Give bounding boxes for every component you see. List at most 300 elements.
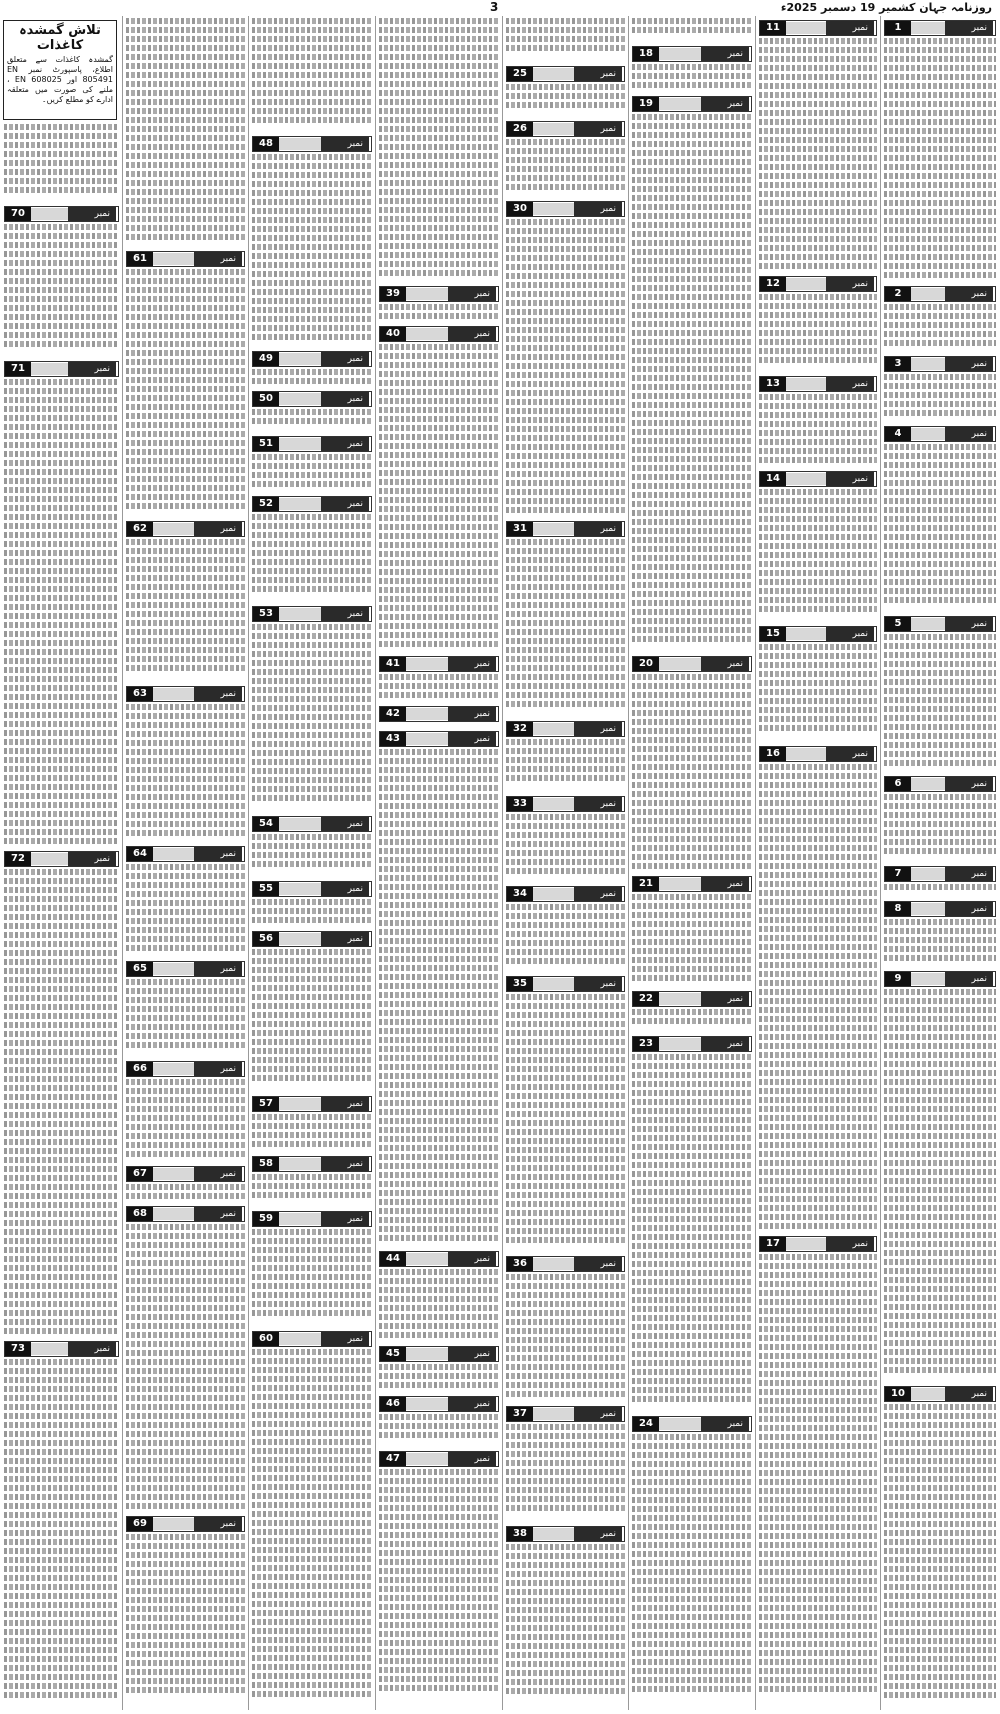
article-text: [884, 374, 996, 419]
news-item-header: [252, 351, 372, 367]
item-number: 71: [5, 362, 31, 376]
item-label: نمبر: [474, 1399, 490, 1409]
article-text: [506, 1274, 625, 1400]
item-number: 8: [885, 902, 911, 916]
article-text: [759, 764, 877, 1232]
news-item-header: [126, 1061, 245, 1077]
news-column-8: [2, 16, 121, 1710]
news-column-4: [504, 16, 627, 1710]
item-number: 30: [507, 202, 533, 216]
article-text: [126, 269, 245, 512]
news-item-header: [4, 206, 119, 222]
label-tag: [448, 1397, 496, 1411]
article-text: [884, 919, 996, 964]
item-label: نمبر: [94, 854, 110, 864]
missing-documents-notice: [3, 20, 117, 120]
article-text: [632, 64, 752, 91]
item-number: 52: [253, 497, 279, 511]
item-number: 70: [5, 207, 31, 221]
item-label: نمبر: [220, 849, 236, 859]
item-number: 37: [507, 1407, 533, 1421]
label-tag: [701, 97, 749, 111]
article-text: [632, 1054, 752, 1405]
label-tag: [448, 732, 496, 746]
item-number: 42: [380, 707, 406, 721]
news-item-header: [252, 1096, 372, 1112]
item-number: 55: [253, 882, 279, 896]
article-text: [126, 1079, 245, 1160]
news-item-header: [379, 731, 499, 747]
article-text: [506, 814, 625, 877]
label-tag: [945, 902, 993, 916]
item-label: نمبر: [600, 1259, 616, 1269]
item-label: نمبر: [474, 734, 490, 744]
item-label: نمبر: [94, 209, 110, 219]
item-label: نمبر: [727, 1419, 743, 1429]
item-label: نمبر: [852, 279, 868, 289]
article-text: [252, 514, 372, 595]
item-label: نمبر: [347, 499, 363, 509]
news-item-header: [379, 326, 499, 342]
news-item-header: [884, 776, 996, 792]
label-tag: [945, 427, 993, 441]
article-text: [126, 1224, 245, 1512]
news-item-header: [506, 796, 625, 812]
label-tag: [826, 747, 874, 761]
item-number: 19: [633, 97, 659, 111]
item-number: 25: [507, 67, 533, 81]
column-divider: [122, 16, 123, 1710]
article-text: [632, 18, 752, 36]
news-item-header: [506, 201, 625, 217]
page-number: 3: [490, 0, 499, 14]
label-tag: [194, 522, 242, 536]
item-label: نمبر: [347, 1159, 363, 1169]
article-text: [506, 219, 625, 516]
item-label: نمبر: [220, 1519, 236, 1529]
item-label: نمبر: [971, 779, 987, 789]
article-text: [252, 18, 372, 126]
news-item-header: [379, 286, 499, 302]
item-label: نمبر: [347, 884, 363, 894]
label-tag: [701, 1037, 749, 1051]
item-label: نمبر: [852, 749, 868, 759]
item-number: 26: [507, 122, 533, 136]
item-number: 46: [380, 1397, 406, 1411]
article-text: [759, 294, 877, 366]
item-number: 9: [885, 972, 911, 986]
item-label: نمبر: [474, 329, 490, 339]
article-text: [506, 1544, 625, 1697]
label-tag: [321, 352, 369, 366]
article-text: [379, 1469, 499, 1694]
label-tag: [574, 67, 622, 81]
notice-title: تلاش گمشدہ کاغذات: [19, 23, 101, 53]
news-item-header: [252, 931, 372, 947]
news-item-header: [252, 391, 372, 407]
news-item-header: [884, 286, 996, 302]
article-text: [379, 1269, 499, 1341]
item-label: نمبر: [600, 124, 616, 134]
label-tag: [194, 1207, 242, 1221]
item-label: نمبر: [727, 994, 743, 1004]
column-divider: [248, 16, 249, 1710]
item-number: 10: [885, 1387, 911, 1401]
label-tag: [448, 1252, 496, 1266]
label-tag: [574, 1257, 622, 1271]
item-label: نمبر: [600, 979, 616, 989]
item-number: 47: [380, 1452, 406, 1466]
item-label: نمبر: [347, 609, 363, 619]
item-number: 49: [253, 352, 279, 366]
item-label: نمبر: [600, 1409, 616, 1419]
item-number: 31: [507, 522, 533, 536]
label-tag: [701, 47, 749, 61]
news-item-header: [252, 1211, 372, 1227]
article-text: [4, 124, 119, 196]
label-tag: [574, 977, 622, 991]
news-item-header: [759, 626, 877, 642]
label-tag: [321, 932, 369, 946]
item-label: نمبر: [94, 364, 110, 374]
news-item-header: [884, 971, 996, 987]
item-label: نمبر: [727, 659, 743, 669]
item-label: نمبر: [347, 354, 363, 364]
label-tag: [574, 722, 622, 736]
label-tag: [321, 137, 369, 151]
item-number: 54: [253, 817, 279, 831]
item-number: 56: [253, 932, 279, 946]
news-item-header: [126, 521, 245, 537]
label-tag: [945, 1387, 993, 1401]
article-text: [632, 1434, 752, 1695]
article-text: [126, 539, 245, 674]
item-label: نمبر: [727, 1039, 743, 1049]
article-text: [252, 369, 372, 387]
article-text: [379, 1364, 499, 1391]
item-number: 73: [5, 1342, 31, 1356]
item-label: نمبر: [727, 49, 743, 59]
article-text: [506, 739, 625, 784]
label-tag: [945, 357, 993, 371]
news-item-header: [759, 376, 877, 392]
news-item-header: [126, 1166, 245, 1182]
article-text: [126, 1184, 245, 1202]
label-tag: [321, 1332, 369, 1346]
label-tag: [194, 1517, 242, 1531]
item-label: نمبر: [727, 879, 743, 889]
item-number: 7: [885, 867, 911, 881]
item-number: 67: [127, 1167, 153, 1181]
item-label: نمبر: [347, 1099, 363, 1109]
item-number: 22: [633, 992, 659, 1006]
label-tag: [826, 627, 874, 641]
label-tag: [701, 1417, 749, 1431]
item-label: نمبر: [971, 289, 987, 299]
item-number: 63: [127, 687, 153, 701]
news-item-header: [506, 1526, 625, 1542]
item-label: نمبر: [347, 1214, 363, 1224]
item-number: 6: [885, 777, 911, 791]
item-number: 45: [380, 1347, 406, 1361]
article-text: [252, 624, 372, 804]
label-tag: [321, 817, 369, 831]
item-number: 64: [127, 847, 153, 861]
news-item-header: [379, 1396, 499, 1412]
item-number: 33: [507, 797, 533, 811]
label-tag: [321, 1097, 369, 1111]
item-label: نمبر: [600, 724, 616, 734]
item-label: نمبر: [474, 289, 490, 299]
item-label: نمبر: [347, 819, 363, 829]
item-number: 44: [380, 1252, 406, 1266]
item-number: 1: [885, 21, 911, 35]
item-number: 62: [127, 522, 153, 536]
item-label: نمبر: [971, 359, 987, 369]
article-text: [379, 674, 499, 701]
item-number: 18: [633, 47, 659, 61]
news-item-header: [759, 1236, 877, 1252]
label-tag: [945, 777, 993, 791]
article-text: [126, 18, 245, 243]
label-tag: [574, 522, 622, 536]
label-tag: [574, 122, 622, 136]
item-label: نمبر: [474, 1454, 490, 1464]
article-text: [632, 894, 752, 984]
news-item-header: [506, 121, 625, 137]
news-item-header: [632, 46, 752, 62]
article-text: [252, 1349, 372, 1700]
item-number: 36: [507, 1257, 533, 1271]
item-number: 53: [253, 607, 279, 621]
item-number: 32: [507, 722, 533, 736]
item-number: 17: [760, 1237, 786, 1251]
label-tag: [68, 852, 116, 866]
item-label: نمبر: [600, 524, 616, 534]
article-text: [884, 1404, 996, 1701]
news-item-header: [252, 136, 372, 152]
news-item-header: [884, 20, 996, 36]
news-item-header: [506, 66, 625, 82]
item-label: نمبر: [347, 1334, 363, 1344]
news-column-7: [124, 16, 247, 1710]
article-text: [506, 18, 625, 54]
article-text: [4, 869, 119, 1337]
news-item-header: [506, 886, 625, 902]
article-text: [252, 454, 372, 490]
article-text: [126, 704, 245, 839]
label-tag: [826, 377, 874, 391]
item-number: 2: [885, 287, 911, 301]
item-label: نمبر: [474, 1349, 490, 1359]
article-text: [759, 394, 877, 466]
article-text: [379, 304, 499, 322]
item-label: نمبر: [474, 709, 490, 719]
item-number: 3: [885, 357, 911, 371]
news-item-header: [4, 1341, 119, 1357]
label-tag: [826, 277, 874, 291]
item-number: 4: [885, 427, 911, 441]
publication-date: روزنامہ جہان کشمیر 19 دسمبر 2025ء: [780, 1, 992, 14]
news-item-header: [632, 1416, 752, 1432]
item-label: نمبر: [852, 23, 868, 33]
news-item-header: [379, 1451, 499, 1467]
article-text: [506, 539, 625, 710]
article-text: [252, 834, 372, 870]
label-tag: [321, 1212, 369, 1226]
article-text: [252, 1114, 372, 1150]
notice-body: گمشدہ کاغذات سے متعلق اطلاع، پاسپورٹ نمبر EN 805491 اور EN 608025 ، ملنے کی صورت میں متعلقہ ادارے کو مطلع کریں۔: [7, 55, 114, 104]
article-text: [632, 674, 752, 872]
news-item-header: [126, 1206, 245, 1222]
item-label: نمبر: [971, 1389, 987, 1399]
label-tag: [194, 962, 242, 976]
label-tag: [321, 392, 369, 406]
item-label: نمبر: [347, 139, 363, 149]
column-divider: [755, 16, 756, 1710]
article-text: [252, 899, 372, 926]
news-item-header: [126, 686, 245, 702]
news-item-header: [884, 426, 996, 442]
item-number: 68: [127, 1207, 153, 1221]
label-tag: [574, 887, 622, 901]
item-number: 11: [760, 21, 786, 35]
label-tag: [574, 1407, 622, 1421]
article-text: [884, 304, 996, 349]
article-text: [759, 644, 877, 734]
label-tag: [448, 707, 496, 721]
article-text: [759, 1254, 877, 1695]
article-text: [759, 38, 877, 272]
item-number: 20: [633, 657, 659, 671]
news-item-header: [252, 1156, 372, 1172]
column-divider: [375, 16, 376, 1710]
article-text: [884, 38, 996, 281]
article-text: [379, 344, 499, 650]
article-text: [506, 994, 625, 1246]
article-text: [4, 379, 119, 847]
item-number: 38: [507, 1527, 533, 1541]
label-tag: [448, 657, 496, 671]
label-tag: [574, 1527, 622, 1541]
item-label: نمبر: [600, 799, 616, 809]
label-tag: [826, 472, 874, 486]
item-number: 57: [253, 1097, 279, 1111]
item-number: 50: [253, 392, 279, 406]
article-text: [252, 1229, 372, 1319]
item-label: نمبر: [971, 23, 987, 33]
item-number: 51: [253, 437, 279, 451]
label-tag: [945, 617, 993, 631]
column-divider: [502, 16, 503, 1710]
item-number: 14: [760, 472, 786, 486]
item-number: 15: [760, 627, 786, 641]
news-item-header: [4, 851, 119, 867]
news-item-header: [759, 471, 877, 487]
item-label: نمبر: [220, 1209, 236, 1219]
news-item-header: [252, 606, 372, 622]
article-text: [252, 154, 372, 343]
news-item-header: [126, 251, 245, 267]
item-label: نمبر: [220, 1064, 236, 1074]
item-label: نمبر: [852, 629, 868, 639]
news-item-header: [506, 521, 625, 537]
article-text: [632, 1009, 752, 1027]
news-item-header: [884, 1386, 996, 1402]
news-item-header: [379, 656, 499, 672]
label-tag: [321, 882, 369, 896]
label-tag: [321, 437, 369, 451]
item-label: نمبر: [347, 934, 363, 944]
item-number: 60: [253, 1332, 279, 1346]
news-column-6: [250, 16, 374, 1710]
article-text: [884, 444, 996, 606]
item-number: 72: [5, 852, 31, 866]
news-item-header: [632, 656, 752, 672]
label-tag: [574, 202, 622, 216]
item-label: نمبر: [220, 964, 236, 974]
news-item-header: [379, 1346, 499, 1362]
item-label: نمبر: [971, 429, 987, 439]
item-label: نمبر: [852, 379, 868, 389]
article-text: [252, 1174, 372, 1201]
item-number: 21: [633, 877, 659, 891]
news-item-header: [506, 721, 625, 737]
item-label: نمبر: [600, 1529, 616, 1539]
label-tag: [321, 607, 369, 621]
item-label: نمبر: [852, 474, 868, 484]
news-item-header: [884, 356, 996, 372]
item-label: نمبر: [347, 439, 363, 449]
news-item-header: [379, 1251, 499, 1267]
item-label: نمبر: [220, 689, 236, 699]
article-text: [252, 949, 372, 1084]
masthead: [0, 0, 1000, 14]
news-item-header: [884, 866, 996, 882]
label-tag: [945, 972, 993, 986]
label-tag: [945, 867, 993, 881]
article-text: [506, 1424, 625, 1514]
article-text: [379, 749, 499, 1244]
news-item-header: [884, 901, 996, 917]
label-tag: [448, 1347, 496, 1361]
item-number: 61: [127, 252, 153, 266]
label-tag: [701, 877, 749, 891]
label-tag: [194, 687, 242, 701]
label-tag: [945, 287, 993, 301]
label-tag: [448, 1452, 496, 1466]
news-item-header: [759, 20, 877, 36]
news-item-header: [632, 876, 752, 892]
item-label: نمبر: [971, 619, 987, 629]
item-number: 24: [633, 1417, 659, 1431]
item-label: نمبر: [94, 1344, 110, 1354]
news-item-header: [126, 961, 245, 977]
article-text: [126, 864, 245, 954]
item-label: نمبر: [220, 1169, 236, 1179]
news-item-header: [506, 1406, 625, 1422]
news-item-header: [252, 1331, 372, 1347]
news-item-header: [379, 706, 499, 722]
item-number: 12: [760, 277, 786, 291]
label-tag: [321, 1157, 369, 1171]
news-column-3: [630, 16, 754, 1710]
label-tag: [448, 287, 496, 301]
label-tag: [321, 497, 369, 511]
news-item-header: [759, 746, 877, 762]
label-tag: [701, 992, 749, 1006]
column-divider: [628, 16, 629, 1710]
